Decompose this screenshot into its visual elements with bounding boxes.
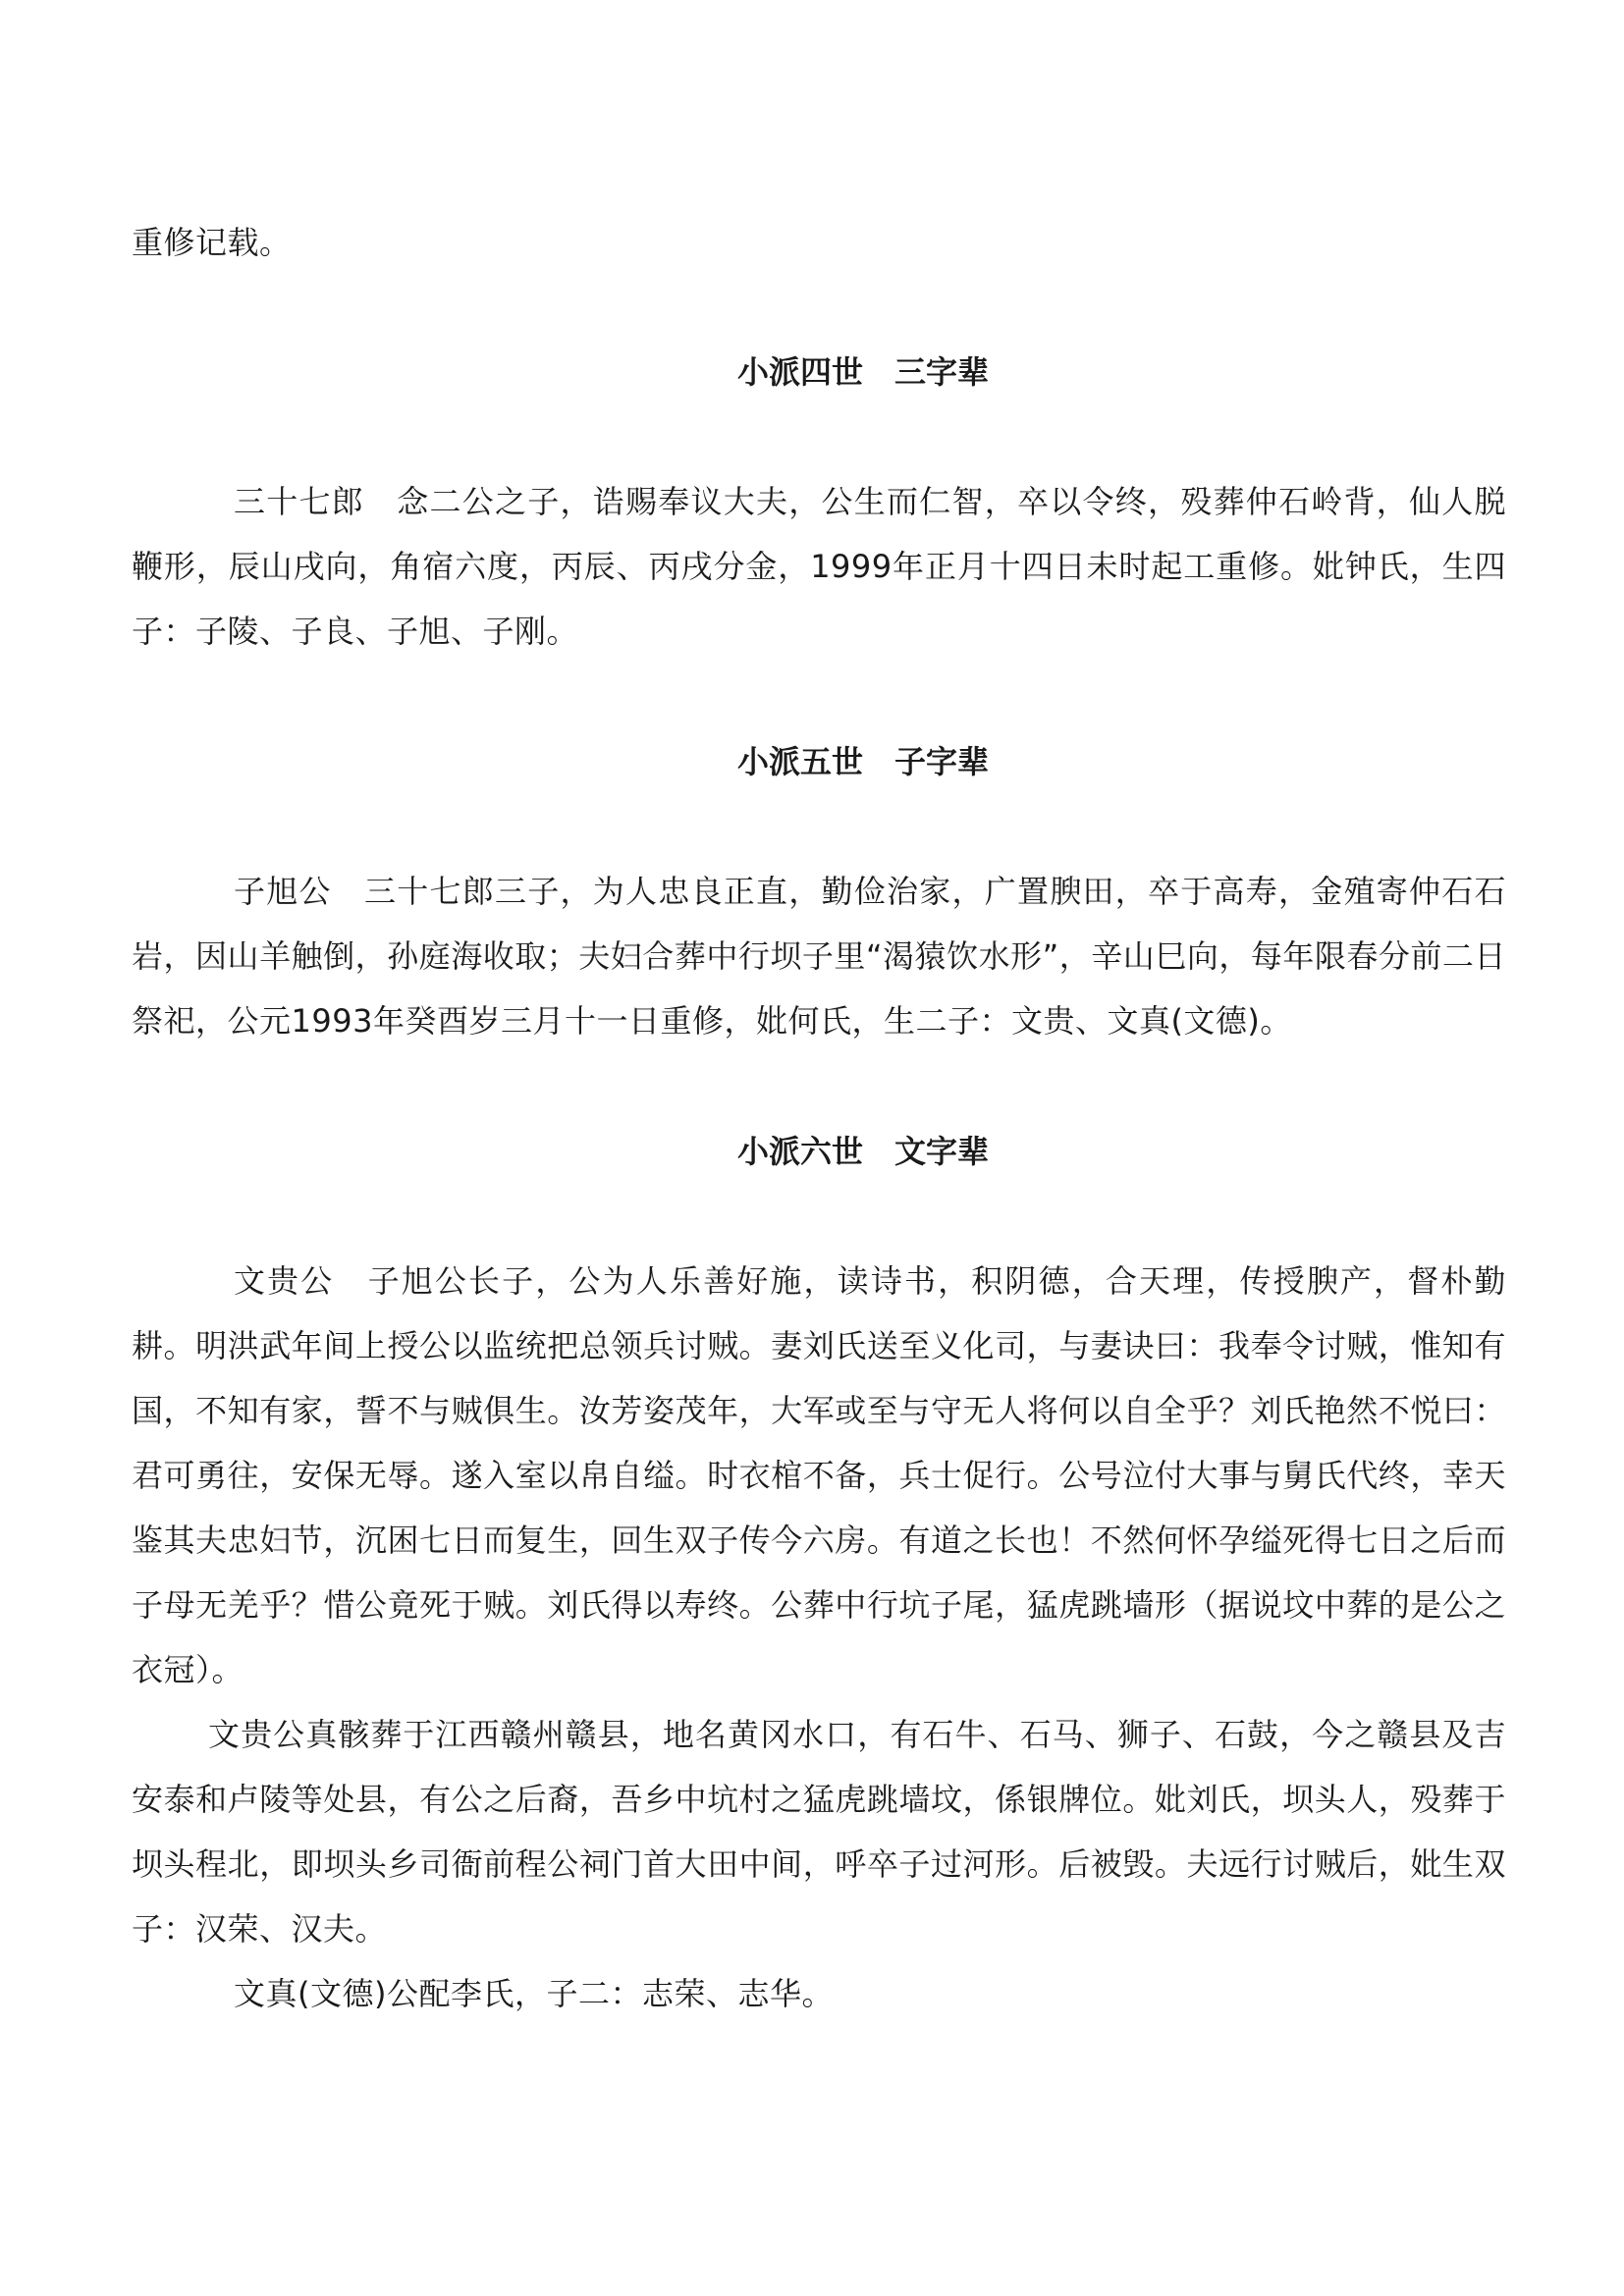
paragraph-wengui-burial: 文贵公真骸葬于江西赣州赣县，地名黄冈水口，有石牛、石马、狮子、石鼓，今之赣县及吉安泰和卢陵等处县，有公之后裔，吾乡中坑村之猛虎跳墙坟，係银牌位。妣刘氏，坝头人，殁葬于坝头程北，即坝头乡司衙前程公祠门首大田中间，呼卒子过河形。后被毁。夫远行讨贼后，妣生双子：汉荣、汉夫。 — [132, 1716, 1506, 1948]
paragraph-zixugong: 子旭公 三十七郎三子，为人忠良正直，勤俭治家，广置腴田，卒于高寿，金殖寄仲石石岩，因山羊触倒，孙庭海收取；夫妇合葬中行坝子里“渴猿饮水形”，辛山巳向，每年限春分前二日祭祀，公元1993年癸酉岁三月十一日重修，妣何氏，生二子：文贵、文真(文德)。 — [132, 873, 1506, 1040]
section-heading-gen6: 小派六世 文字辈 — [737, 1133, 990, 1170]
section-heading-gen5: 小派五世 子字辈 — [737, 743, 990, 780]
section-heading-gen4: 小派四世 三字辈 — [737, 353, 990, 391]
paragraph-wenguigong: 文贵公 子旭公长子，公为人乐善好施，读诗书，积阴德，合天理，传授腴产，督朴勤耕。明洪武年间上授公以监统把总领兵讨贼。妻刘氏送至义化司，与妻诀曰：我奉令讨贼，惟知有国，不知有家，誓不与贼俱生。汝芳姿茂年，大军或至与守无人将何以自全乎？刘氏艳然不悦曰：君可勇往，安保无辱。遂入室以帛自缢。时衣棺不备，兵士促行。公号泣付大事与舅氏代终，幸天鉴其夫忠妇节，沉困七日而复生，回生双子传今六房。有道之长也！不然何怀孕缢死得七日之后而子母无羌乎？惜公竟死于贼。刘氏得以寿终。公葬中行坑子尾，猛虎跳墙形（据说坟中葬的是公之衣冠）。 — [132, 1262, 1506, 1688]
document-body — [132, 210, 1506, 2026]
intro-tail-text: 重修记载。 — [132, 224, 292, 261]
paragraph-sanshiqilang: 三十七郎 念二公之子，诰赐奉议大夫，公生而仁智，卒以令终，殁葬仲石岭背，仙人脱鞭形，辰山戌向，角宿六度，丙辰、丙戌分金，1999年正月十四日未时起工重修。妣钟氏，生四子：子陵、子良、子旭、子刚。 — [132, 483, 1506, 650]
paragraph-wenzhengong: 文真(文德)公配李氏，子二：志荣、志华。 — [234, 1975, 834, 2012]
